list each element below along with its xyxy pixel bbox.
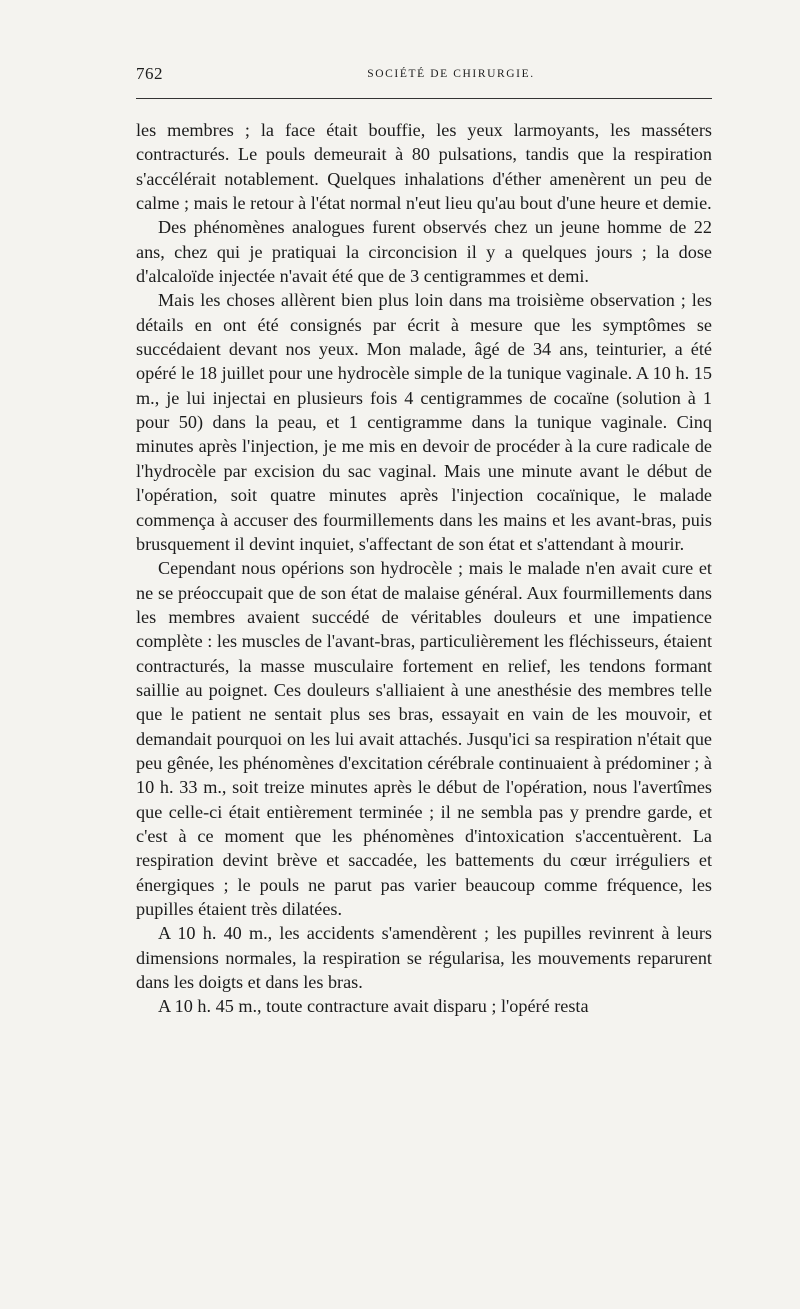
paragraph: A 10 h. 45 m., toute contracture avait disparu ; l'opéré resta [158, 996, 589, 1017]
paragraph: Mais les choses allèrent bien plus loin dans ma troisième observation ; les détails en ont été consignés par écrit à mesure que les symptômes se succédaient devant nos yeux. Mon malade, âgé de 34 ans, teinturier, a été opéré le 18 juillet pour une hydrocèle simple de la tunique vaginale. A 10 h. 15 m., je lui injectai en plusieurs fois 4 centigrammes de cocaïne (solution à 1 pour 50) dans la peau, et 1 centigramme dans la tunique vaginale. Cinq minutes après l'injection, je me mis en devoir de procéder à la cure radicale de l'hydrocèle par excision du sac vaginal. Mais une minute avant le début de l'opération, soit quatre minutes après l'injection cocaïnique, le malade commença à accuser des fourmillements dans les mains et les avant-bras, puis brusquement il devint inquiet, s'affectant de son état et s'attendant à mourir. [136, 290, 712, 554]
paragraph: Cependant nous opérions son hydrocèle ; mais le malade n'en avait cure et ne se préoccupait que de son état de malaise général. Aux fourmillements dans les membres avaient succédé de véritables douleurs et une impatience complète : les muscles de l'avant-bras, particulièrement les fléchisseurs, étaient contracturés, la masse musculaire fortement en relief, les tendons formant saillie au poignet. Ces douleurs s'alliaient à une anesthésie des membres telle que le patient ne sentait plus ses bras, essayait en vain de les mouvoir, et demandait pourquoi on les lui avait attachés. Jusqu'ici sa respiration n'était que peu gênée, les phénomènes d'excitation cérébrale continuaient à prédominer ; à 10 h. 33 m., soit treize minutes après le début de l'opération, nous l'avertîmes que celle-ci était entièrement terminée ; il ne sembla pas y prendre garde, et c'est à ce moment que les phénomènes d'intoxication s'accentuèrent. La respiration devint brève et saccadée, les battements du cœur irréguliers et énergiques ; le pouls ne parut pas varier beaucoup comme fréquence, les pupilles étaient très dilatées. [136, 558, 712, 919]
paragraph: A 10 h. 40 m., les accidents s'amendèrent ; les pupilles revinrent à leurs dimensions normales, la respiration se régularisa, les mouvements reparurent dans les doigts et dans les bras. [136, 923, 712, 993]
page-number: 762 [136, 64, 163, 83]
running-title: SOCIÉTÉ DE CHIRURGIE. [367, 68, 535, 80]
paragraph: Des phénomènes analogues furent observés chez un jeune homme de 22 ans, chez qui je pratiquai la circoncision il y a quelques jours ; la dose d'alcaloïde injectée n'avait été que de 3 centigrammes et demi. [136, 217, 712, 287]
page-header [136, 62, 712, 92]
body-text [136, 118, 712, 1019]
header-rule [136, 98, 712, 99]
paragraph: les membres ; la face était bouffie, les yeux larmoyants, les masséters contracturés. Le pouls demeurait à 80 pulsations, tandis que la respiration s'accélérait notablement. Quelques inhalations d'éther amenèrent un peu de calme ; mais le retour à l'état normal n'eut lieu qu'au bout d'une heure et demie. [136, 120, 712, 214]
